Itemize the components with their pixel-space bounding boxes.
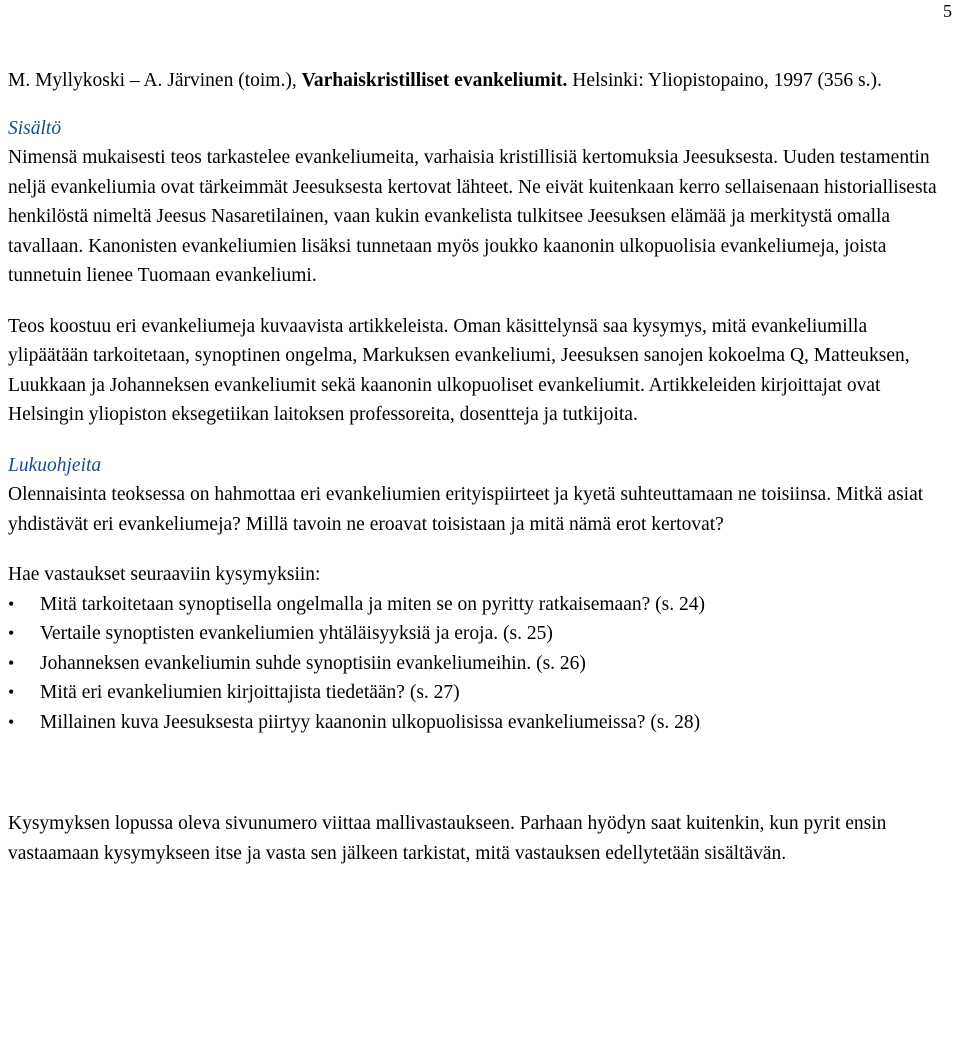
sisalto-paragraph-1: Nimensä mukaisesti teos tarkastelee evankeliumeita, varhaisia kristillisiä kertomuksia Jeesuksesta. Uuden testamentin neljä evankeliumia ovat tärkeimmät Jeesuksesta kertovat lähteet. Ne eivät kuitenkaan kerro sellaisenaan historiallisesta henkilöstä nimeltä Jeesus Nasaretilainen, vaan kukin evankelista tulkitsee Jeesuksen elämää ja merkitystä omalla tavallaan. Kanonisten evankeliumien lisäksi tunnetaan myös joukko kaanonin ulkopuolisia evankeliumeja, joista tunnetuin lienee Tuomaan evankeliumi.: [8, 147, 937, 286]
lukuohjeita-paragraph: Olennaisinta teoksessa on hahmottaa eri evankeliumien erityispiirteet ja kyetä suhteuttamaan ne toisiinsa. Mitkä asiat yhdistävät eri evankeliumeja? Millä tavoin ne eroavat toisistaan ja mitä nämä erot kertovat?: [8, 484, 924, 535]
citation-authors: M. Myllykoski – A. Järvinen (toim.),: [8, 70, 302, 91]
question-text: Johanneksen evankeliumin suhde synoptisiin evankeliumeihin. (s. 26): [40, 652, 586, 674]
question-item: [8, 649, 948, 679]
bullet-icon: •: [8, 711, 15, 732]
bullet-icon: •: [8, 623, 15, 643]
lukuohjeita-heading: Lukuohjeita: [8, 454, 102, 476]
question-item: [8, 619, 948, 649]
bullet-icon: •: [8, 593, 15, 614]
question-text: Vertaile synoptisten evankeliumien yhtäläisyyksiä ja eroja. (s. 25): [40, 623, 553, 644]
questions-intro: Hae vastaukset seuraaviin kysymyksiin:: [8, 564, 321, 585]
sisalto-paragraph-2: Teos koostuu eri evankeliumeja kuvaavista artikkeleista. Oman käsittelynsä saa kysymys, mitä evankeliumilla ylipäätään tarkoitetaan, synoptinen ongelma, Markuksen evankeliumi, Jeesuksen sanojen kokoelma Q, Matteuksen, Luukkaan ja Johanneksen evankeliumit sekä kaanonin ulkopuoliset evankeliumit. Artikkeleiden kirjoittajat ovat Helsingin yliopiston eksegetiikan laitoksen professoreita, dosentteja ja tutkijoita.: [8, 315, 910, 425]
question-list: [8, 590, 948, 738]
question-text: Millainen kuva Jeesuksesta piirtyy kaanonin ulkopuolisissa evankeliumeissa? (s. 28): [40, 711, 701, 733]
book-citation: [8, 66, 948, 96]
question-item: [8, 590, 948, 620]
citation-publication: Helsinki: Yliopistopaino, 1997 (356 s.).: [567, 70, 882, 91]
document-body: [8, 66, 948, 868]
bullet-icon: •: [8, 652, 15, 673]
sisalto-heading: Sisältö: [8, 117, 62, 139]
page-number: 5: [943, 1, 952, 21]
question-text: Mitä tarkoitetaan synoptisella ongelmalla ja miten se on pyritty ratkaisemaan? (s. 24): [40, 593, 705, 615]
question-text: Mitä eri evankeliumien kirjoittajista tiedetään? (s. 27): [40, 682, 460, 703]
citation-title: Varhaiskristilliset evankeliumit.: [301, 70, 568, 91]
question-item: [8, 678, 948, 708]
bullet-icon: •: [8, 682, 15, 702]
question-item: [8, 708, 948, 738]
footer-note: Kysymyksen lopussa oleva sivunumero viittaa mallivastaukseen. Parhaan hyödyn saat kuitenkin, kun pyrit ensin vastaamaan kysymykseen itse ja vasta sen jälkeen tarkistat, mitä vastauksen edellytetään sisältävän.: [8, 813, 887, 864]
